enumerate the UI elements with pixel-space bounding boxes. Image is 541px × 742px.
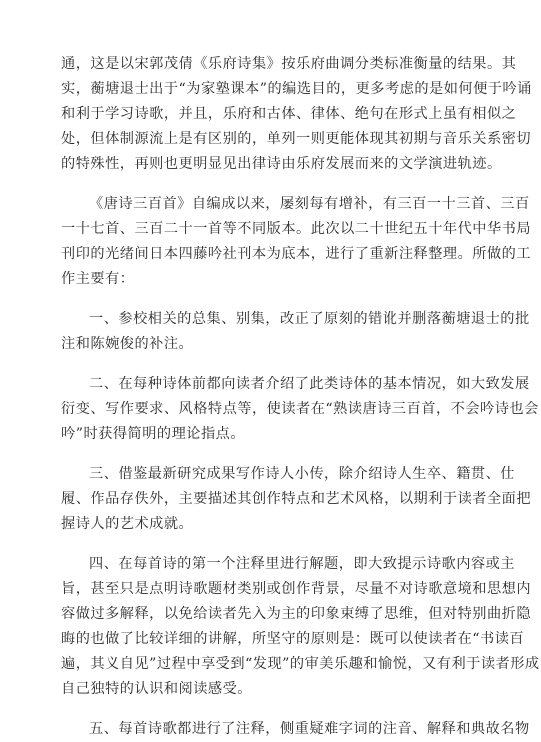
text-line: 容做过多解释，以免给读者先入为主的印象束缚了思维，但对特别曲折隐 xyxy=(61,606,532,622)
text-line: 五、每首诗歌都进行了注释，侧重疑难字词的注音、解释和典故名物 xyxy=(89,721,530,737)
text-line: 的特殊性，再则也更明显见出律诗由乐府发展而来的文学演进轨迹。 xyxy=(61,156,502,172)
text-line: 晦的也做了比较详细的讲解，所坚守的原则是：既可以使读者在“书读百 xyxy=(61,631,525,647)
text-line: 作主要有： xyxy=(61,271,135,287)
text-line: 二、在每种诗体前都向读者介绍了此类诗体的基本情况，如大致发展 xyxy=(89,376,530,392)
text-line: 和利于学习诗歌，并且，乐府和古体、律体、绝句在形式上虽有相似之 xyxy=(61,106,517,122)
text-line: 一十七首、三百二十一首等不同版本。此次以二十世纪五十年代中华书局 xyxy=(61,221,532,237)
paragraph-4 xyxy=(61,372,539,447)
text-line: 三、借鉴最新研究成果写作诗人小传，除介绍诗人生卒、籍贯、仕 xyxy=(89,466,515,482)
text-line: 刊印的光绪间日本四藤吟社刊本为底本，进行了重新注释整理。所做的工 xyxy=(61,246,532,262)
text-line: 通，这是以宋郭茂倩《乐府诗集》按乐府曲调分类标准衡量的结果。其 xyxy=(61,56,517,72)
text-line: 衍变、写作要求、风格特点等，使读者在“熟读唐诗三百首，不会吟诗也会 xyxy=(61,401,539,417)
text-line: 旨，甚至只是点明诗歌题材类别或创作背景，尽量不对诗歌意境和思想内 xyxy=(61,581,532,597)
text-line: 注和陈婉俊的补注。 xyxy=(61,336,194,352)
text-line: 遍，其义自见”过程中享受到“发现”的审美乐趣和愉悦，又有利于读者形成 xyxy=(61,656,540,672)
text-line: 履、作品存佚外，主要描述其创作特点和艺术风格，以期利于读者全面把 xyxy=(61,491,532,507)
text-line: 处，但体制源流上是有区别的，单列一则更能体现其初期与音乐关系密切 xyxy=(61,131,532,147)
text-line: 一、参校相关的总集、别集，改正了原刻的错讹并删落蘅塘退士的批 xyxy=(89,311,530,327)
paragraph-3 xyxy=(61,307,530,357)
text-line: 实，蘅塘退士出于“为家塾课本”的编选目的，更多考虑的是如何便于吟诵 xyxy=(61,81,532,97)
paragraph-2 xyxy=(61,192,532,292)
paragraph-1 xyxy=(61,52,532,177)
paragraph-5 xyxy=(61,462,532,537)
text-line: 吟”时获得简明的理论指点。 xyxy=(61,426,246,442)
paragraph-7 xyxy=(61,717,530,742)
text-line: 自己独特的认识和阅读感受。 xyxy=(61,681,252,697)
paragraph-6 xyxy=(61,552,540,702)
text-line: 握诗人的艺术成就。 xyxy=(61,516,194,532)
text-line: 四、在每首诗的第一个注释里进行解题，即大致提示诗歌内容或主 xyxy=(89,556,515,572)
text-line: 《唐诗三百首》自编成以来，屡刻每有增补，有三百一十三首、三百 xyxy=(89,196,530,212)
